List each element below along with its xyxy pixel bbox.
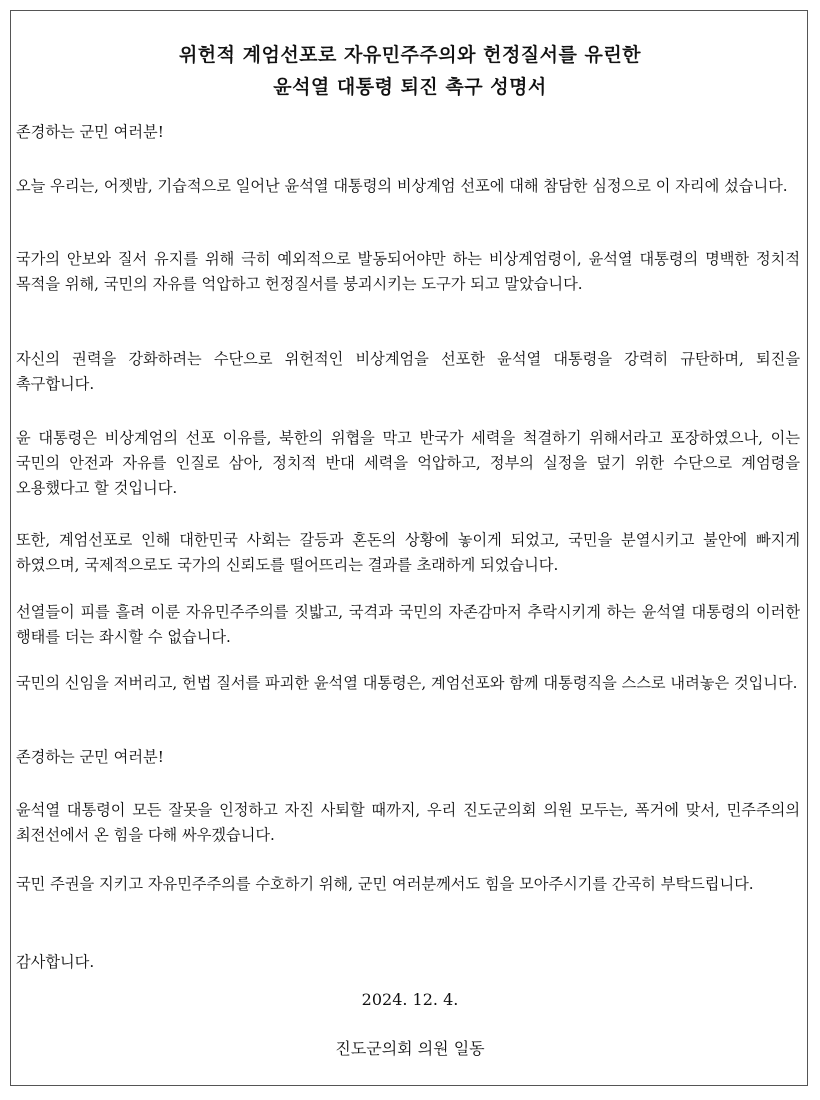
body-paragraph-2: 국가의 안보와 질서 유지를 위해 극히 예외적으로 발동되어야만 하는 비상계엄령이, 윤석열 대통령의 명백한 정치적 목적을 위해, 국민의 자유를 억압하고 헌정질서를 붕괴시키는 도구가 되고 말았습니다. (16, 250, 800, 293)
greeting-paragraph-2: 존경하는 군민 여러분! (16, 748, 164, 766)
body-paragraph-6: 선열들이 피를 흘려 이룬 자유민주주의를 짓밟고, 국격과 국민의 자존감마저 추락시키게 하는 윤석열 대통령의 이러한 행태를 더는 좌시할 수 없습니다. (16, 603, 800, 646)
body-paragraph-3: 자신의 권력을 강화하려는 수단으로 위헌적인 비상계엄을 선포한 윤석열 대통령을 강력히 규탄하며, 퇴진을 촉구합니다. (16, 350, 800, 393)
greeting-paragraph: 존경하는 군민 여러분! (16, 123, 164, 141)
signature: 진도군의회 의원 일동 (335, 1039, 485, 1058)
body-paragraph-7: 국민의 신임을 저버리고, 헌법 질서를 파괴한 윤석열 대통령은, 계엄선포와 함께 대통령직을 스스로 내려놓은 것입니다. (16, 674, 798, 692)
title-line-1: 위헌적 계엄선포로 자유민주주의와 헌정질서를 유린한 (178, 44, 642, 66)
body-paragraph-8: 윤석열 대통령이 모든 잘못을 인정하고 자진 사퇴할 때까지, 우리 진도군의회 의원 모두는, 폭거에 맞서, 민주주의의 최전선에서 온 힘을 다해 싸우겠습니다. (16, 801, 800, 844)
document-date: 2024. 12. 4. (361, 990, 459, 1009)
body-paragraph-9: 국민 주권을 지키고 자유민주주의를 수호하기 위해, 군민 여러분께서도 힘을 모아주시기를 간곡히 부탁드립니다. (16, 875, 754, 893)
body-paragraph-5: 또한, 계엄선포로 인해 대한민국 사회는 갈등과 혼돈의 상황에 놓이게 되었고, 국민을 분열시키고 불안에 빠지게 하였으며, 국제적으로도 국가의 신뢰도를 떨어뜨리는 결과를 초래하게 되었습니다. (16, 531, 800, 574)
body-paragraph-1: 오늘 우리는, 어젯밤, 기습적으로 일어난 윤석열 대통령의 비상계엄 선포에 대해 참담한 심정으로 이 자리에 섰습니다. (16, 177, 788, 195)
title-line-2: 윤석열 대통령 퇴진 촉구 성명서 (273, 76, 547, 98)
body-paragraph-4: 윤 대통령은 비상계엄의 선포 이유를, 북한의 위협을 막고 반국가 세력을 척결하기 위해서라고 포장하였으나, 이는 국민의 안전과 자유를 인질로 삼아, 정치적 반대 세력을 억압하고, 정부의 실정을 덮기 위한 수단으로 계엄령을 오용했다고 할 것입니다. (16, 429, 800, 497)
closing-paragraph: 감사합니다. (16, 953, 95, 971)
